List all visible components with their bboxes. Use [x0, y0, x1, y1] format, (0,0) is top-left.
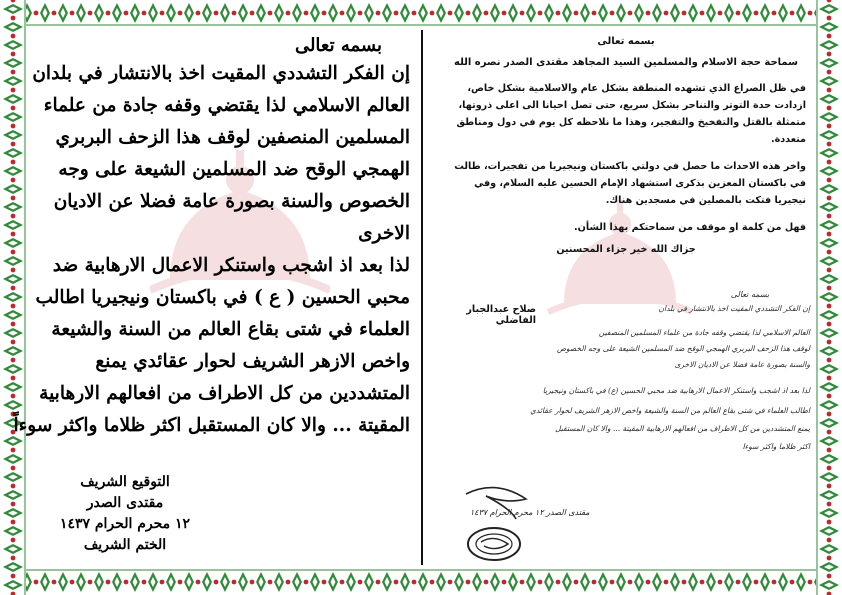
handwritten-line: إن الفكر التشددي المقيت اخذ بالانتشار في بلدان: [658, 304, 810, 313]
footer-date: ١٢ محرم الحرام ١٤٣٧: [59, 516, 191, 532]
footer-signature-label: التوقيع الشريف: [80, 474, 170, 490]
letter-question: فهل من كلمة او موقف من سماحتكم بهذا الشأن.: [574, 222, 806, 233]
transcript-line: المسلمين المنصفين لوقف هذا الزحف البربري: [55, 127, 410, 148]
handwritten-line: العالم الاسلامي لذا يقتضي وقفه جادة من علماء المسلمين المنصفين: [598, 328, 810, 337]
handwritten-line: يمنع المتشددين من كل الاطراف من افعالهم الارهابية المقيتة ... والا كان المستقبل: [555, 424, 810, 433]
transcript-line: الاخرى: [358, 223, 410, 244]
transcript-line: الهمجي الوقح ضد المسلمين الشيعة على وجه: [58, 159, 410, 180]
transcript-line: المقيتة ... والا كان المستقبل اكثر ظلاما واكثر سوءاً: [13, 415, 410, 436]
signature-seal: [456, 474, 536, 564]
transcription: [13, 34, 410, 442]
footer-seal-label: الختم الشريف: [83, 537, 167, 553]
letter-addressee: سماحة حجة الاسلام والمسلمين السيد المجاهد مقتدى الصدر نصره الله: [454, 57, 798, 68]
letter-paragraph-1: في ظل الصراع الذي تشهده المنطقة بشكل عام والاسلامية بشكل خاص، ازدادت حدة التوتر والتناحر بشكل سريع، حتى تصل احيانا الى اعلى ذروتها، متمثلة بالقتل والتفخيخ والتفجير، وهذا ما نلاحظه كل يوم في دول ومناطق متعددة.: [456, 83, 806, 145]
transcript-line: محبي الحسين ( ع ) في باكستان ونيجيريا اطالب: [35, 287, 410, 308]
transcript-line: العلماء في شتى بقاع العالم من السنة والشيعة: [51, 319, 410, 340]
letter-basmala: بسمه تعالى: [597, 36, 655, 47]
transcript-line: الخصوص والسنة بصورة عامة فضلا عن الاديان: [53, 191, 410, 212]
transcript-line: العالم الاسلامي لذا يقتضي وقفه جادة من علماء: [43, 95, 410, 116]
panel-divider: [421, 30, 423, 565]
letter-thanks: جزاك الله خير جزاء المحسنين: [556, 244, 696, 255]
handwritten-line: لوقف هذا الزحف البربري الهمجي الوقح ضد المسلمين الشيعة على وجه الخصوص: [556, 344, 810, 353]
handwritten-line: لذا بعد اذ اشجب واستنكر الاعمال الارهابية ضد محبي الحسين (ع) في باكستان ونيجيريا: [542, 386, 810, 395]
handwritten-line: والسنة بصورة عامة فضلا عن الاديان الاخرى: [674, 360, 810, 369]
transcript-line: واخص الازهر الشريف لحوار عقائدي يمنع: [95, 351, 410, 372]
transcript-line: لذا بعد اذ اشجب واستنكر الاعمال الارهابية ضد: [52, 255, 410, 276]
handwritten-line: اكثر ظلاما واكثر سوءا: [742, 442, 810, 451]
transcript-basmala: بسمه تعالى: [294, 35, 382, 56]
right-ornament-border: [816, 0, 842, 595]
letter-paragraph-2: واخر هذه الاحداث ما حصل في دولتي باكستان ونيجيريا من تفجيرات، طالت في باكستان المعزين بذكرى استشهاد الإمام الحسين عليه السلام، وفي نيجيريا فتكت بالمصلين في مسجدين هناك.: [454, 161, 806, 206]
printed-letter: [446, 36, 806, 255]
handwritten-basmala: بسمه تعالى: [730, 290, 770, 299]
letter-sender: صلاح عبدالجبار الفاضلي: [466, 304, 536, 326]
signature-handwritten-text: مقتدى الصدر ١٢ محرم الحرام ١٤٣٧: [470, 508, 590, 517]
signature-footer: [40, 472, 210, 556]
handwritten-line: اطالب العلماء في شتى بقاع العالم من السنة والشيعة واخص الازهر الشريف لحوار عقائدي: [530, 406, 810, 415]
transcript-line: المتشددين من كل الاطراف من افعالهم الارهابية: [39, 383, 410, 404]
left-ornament-border: [0, 0, 26, 595]
bottom-ornament-border: [0, 569, 842, 595]
transcript-line: إن الفكر التشددي المقيت اخذ بالانتشار في بلدان: [32, 63, 410, 84]
top-ornament-border: [0, 0, 842, 26]
footer-name: مقتدى الصدر: [86, 495, 164, 511]
